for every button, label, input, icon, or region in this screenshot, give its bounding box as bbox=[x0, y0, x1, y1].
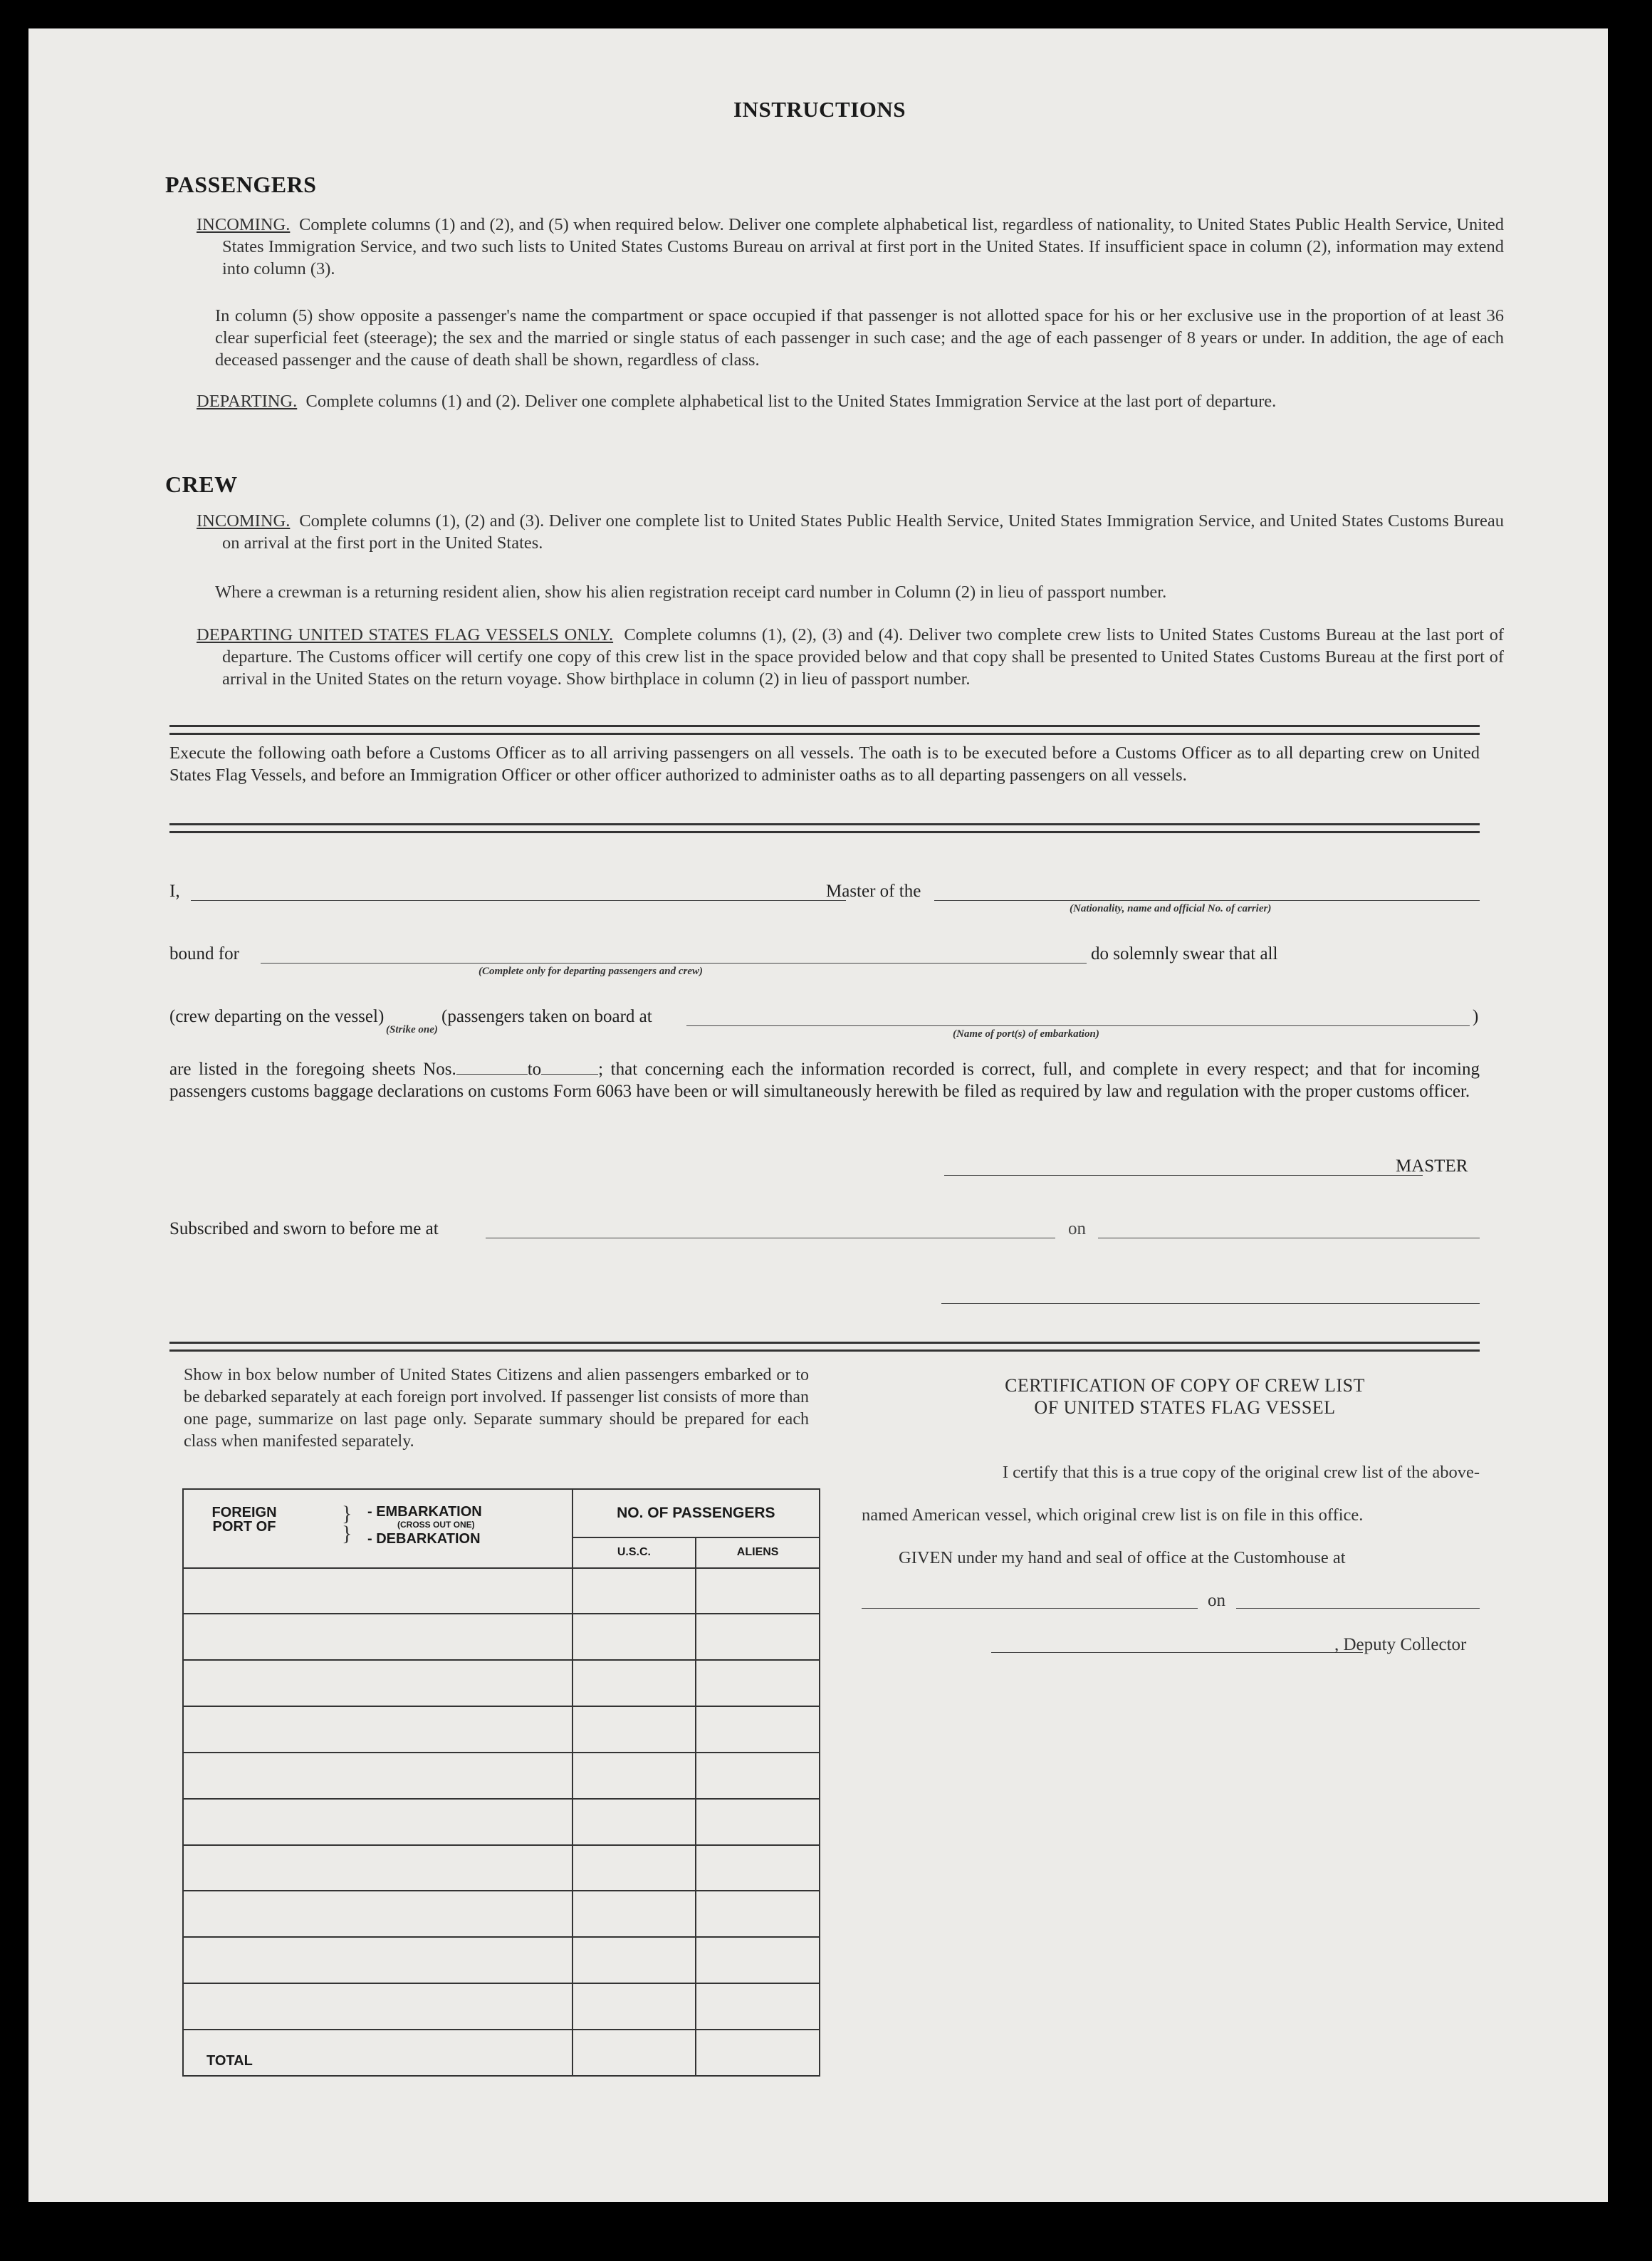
passengers-departing-label: DEPARTING. bbox=[197, 392, 298, 411]
crew-departing-label: DEPARTING UNITED STATES FLAG VESSELS ONLY. bbox=[197, 625, 614, 644]
divider-double bbox=[169, 823, 1480, 833]
table-row bbox=[183, 1799, 820, 1845]
certification-title-line2: OF UNITED STATES FLAG VESSEL bbox=[1034, 1397, 1336, 1418]
passengers-departing-paragraph bbox=[197, 390, 1504, 412]
master-signature-field[interactable] bbox=[944, 1175, 1423, 1176]
subscribed-on-label: on bbox=[1068, 1219, 1086, 1238]
usc-header: U.S.C. bbox=[573, 1537, 696, 1568]
crew-resident-paragraph: Where a crewman is a returning resident alien, show his alien registration receipt card number in Column (2) in lieu of passport number. bbox=[215, 583, 1167, 602]
subscribed-label: Subscribed and sworn to before me at bbox=[169, 1219, 439, 1238]
oath-i-label: I, bbox=[169, 882, 180, 901]
passengers-taken-option: (passengers taken on board at bbox=[441, 1007, 652, 1026]
usc-cell[interactable] bbox=[573, 1799, 696, 1845]
crew-incoming-text: Complete columns (1), (2) and (3). Deliver one complete list to United States Public Health Service, United States Immigration Service, and United States Customs Bureau on arrival at the first port in the United States. bbox=[222, 511, 1504, 553]
sheet-from-field[interactable] bbox=[456, 1060, 528, 1075]
divider-double bbox=[169, 725, 1480, 735]
divider-double bbox=[169, 1342, 1480, 1352]
execute-oath-paragraph: Execute the following oath before a Customs Officer as to all arriving passengers on all vessels. The oath is to be executed before a Customs Officer as to all departing crew on United States Flag Vessels, and before an Immigration Officer or other officer authorized to administer oaths as to all departing passengers on all vessels. bbox=[169, 743, 1480, 785]
port-cell[interactable] bbox=[183, 1568, 573, 1614]
crew-heading: CREW bbox=[165, 471, 238, 497]
aliens-total-cell[interactable] bbox=[696, 2030, 820, 2076]
aliens-cell[interactable] bbox=[696, 1799, 820, 1845]
passenger-summary-table bbox=[182, 1488, 820, 2077]
vessel-nationality-field[interactable] bbox=[934, 900, 1480, 901]
certification-on-label: on bbox=[1208, 1591, 1225, 1610]
certify-line2: named American vessel, which original crew list is on file in this office. bbox=[862, 1505, 1364, 1525]
master-name-field[interactable] bbox=[191, 900, 846, 901]
nationality-caption: (Nationality, name and official No. of carrier) bbox=[1070, 903, 1272, 914]
passengers-departing-text: Complete columns (1) and (2). Deliver one complete alphabetical list to the United States Immigration Service at the last port of departure. bbox=[305, 392, 1277, 411]
port-cell[interactable] bbox=[183, 1799, 573, 1845]
deputy-collector-signature-field[interactable] bbox=[991, 1652, 1363, 1653]
aliens-cell[interactable] bbox=[696, 1753, 820, 1799]
to-label: to bbox=[527, 1060, 542, 1079]
usc-cell[interactable] bbox=[573, 1845, 696, 1891]
foreign-port-of-label: FOREIGN PORT OF bbox=[211, 1505, 277, 1535]
listed-prefix: are listed in the foregoing sheets Nos. bbox=[169, 1060, 456, 1079]
total-label: TOTAL bbox=[183, 2030, 573, 2076]
port-cell[interactable] bbox=[183, 1660, 573, 1706]
summary-instructions: Show in box below number of United States Citizens and alien passengers embarked or to be debarked separately at each foreign port involved. If passenger list consists of more than one page, summarize on last page only. Separate summary should be prepared for each class when manifested separately. bbox=[184, 1366, 809, 1451]
certification-title bbox=[890, 1374, 1480, 1419]
crew-departing-text: Complete columns (1), (2), (3) and (4). Deliver two complete crew lists to United States Customs Bureau at the last port of departure. The Customs officer will certify one copy of this crew list in the space provided below and that copy shall be presented to United States Customs Bureau at the first port of arrival in the United States on the return voyage. Show birthplace in column (2) in lieu of passport number. bbox=[222, 625, 1504, 689]
sheet-to-field[interactable] bbox=[541, 1060, 598, 1075]
ports-of-embarkation-field[interactable] bbox=[686, 1025, 1470, 1026]
total-row bbox=[183, 2030, 820, 2076]
port-cell[interactable] bbox=[183, 1983, 573, 2030]
officer-signature-field[interactable] bbox=[941, 1303, 1480, 1304]
certification-date-field[interactable] bbox=[1236, 1608, 1480, 1609]
brace-icon: } } bbox=[342, 1502, 352, 1545]
aliens-cell[interactable] bbox=[696, 1845, 820, 1891]
table-row bbox=[183, 1614, 820, 1660]
aliens-header: ALIENS bbox=[696, 1537, 820, 1568]
aliens-cell[interactable] bbox=[696, 1614, 820, 1660]
page-title: INSTRUCTIONS bbox=[733, 97, 906, 122]
passengers-column5-paragraph: In column (5) show opposite a passenger's name the compartment or space occupied if that passenger is not allotted space for his or her exclusive use in the proportion of at least 36 clear superficial feet (steerage); the sex and the married or single status of each passenger in such case; and the age of each passenger of 8 years or under. In addition, the age of each deceased passenger and the cause of death shall be shown, regardless of class. bbox=[215, 306, 1504, 370]
passengers-heading: PASSENGERS bbox=[165, 172, 317, 197]
crew-departing-paragraph bbox=[197, 624, 1504, 690]
ports-caption: (Name of port(s) of embarkation) bbox=[953, 1028, 1099, 1040]
usc-cell[interactable] bbox=[573, 1983, 696, 2030]
strike-one-caption: (Strike one) bbox=[386, 1024, 438, 1035]
port-cell[interactable] bbox=[183, 1845, 573, 1891]
aliens-cell[interactable] bbox=[696, 1937, 820, 1983]
aliens-cell[interactable] bbox=[696, 1706, 820, 1753]
close-paren: ) bbox=[1473, 1007, 1479, 1026]
listed-paragraph bbox=[169, 1058, 1480, 1102]
port-cell[interactable] bbox=[183, 1937, 573, 1983]
certify-line1: I certify that this is a true copy of the original crew list of the above- bbox=[1002, 1463, 1480, 1482]
embarkation-label: - EMBARKATION bbox=[367, 1504, 482, 1520]
cross-out-one-label: (CROSS OUT ONE) bbox=[397, 1520, 475, 1530]
listed-rest: ; that concerning each the information recorded is correct, full, and complete in every respect; and that for incoming passengers customs baggage declarations on customs Form 6063 have been or will simultaneously herewith be filed as required by law and regulation with the proper customs officer. bbox=[169, 1060, 1480, 1101]
bound-for-field[interactable] bbox=[261, 963, 1087, 964]
usc-cell[interactable] bbox=[573, 1614, 696, 1660]
bound-caption: (Complete only for departing passengers and crew) bbox=[479, 966, 703, 977]
crew-incoming-paragraph bbox=[197, 510, 1504, 554]
deputy-collector-label: , Deputy Collector bbox=[1334, 1635, 1467, 1654]
passengers-incoming-paragraph bbox=[197, 214, 1504, 280]
passengers-incoming-label: INCOMING. bbox=[197, 215, 291, 234]
usc-cell[interactable] bbox=[573, 1660, 696, 1706]
crew-departing-option: (crew departing on the vessel) bbox=[169, 1007, 385, 1026]
swear-label: do solemnly swear that all bbox=[1091, 944, 1278, 964]
crew-incoming-label: INCOMING. bbox=[197, 511, 291, 531]
passengers-incoming-text: Complete columns (1) and (2), and (5) when required below. Deliver one complete alphabetical list, regardless of nationality, to United States Public Health Service, United States Immigration Service, and two such lists to United States Customs Bureau on arrival at first port in the United States. If insufficient space in column (2), information may extend into column (3). bbox=[222, 215, 1505, 278]
master-label: MASTER bbox=[1396, 1156, 1468, 1176]
customhouse-field[interactable] bbox=[862, 1608, 1198, 1609]
port-cell[interactable] bbox=[183, 1706, 573, 1753]
table-row bbox=[183, 1937, 820, 1983]
certification-title-line1: CERTIFICATION OF COPY OF CREW LIST bbox=[1005, 1375, 1365, 1396]
usc-cell[interactable] bbox=[573, 1937, 696, 1983]
table-row bbox=[183, 1983, 820, 2030]
usc-cell[interactable] bbox=[573, 1753, 696, 1799]
table-row bbox=[183, 1891, 820, 1937]
aliens-cell[interactable] bbox=[696, 1891, 820, 1937]
port-cell[interactable] bbox=[183, 1891, 573, 1937]
table-row bbox=[183, 1753, 820, 1799]
usc-cell[interactable] bbox=[573, 1568, 696, 1614]
table-row bbox=[183, 1660, 820, 1706]
master-of-label: Master of the bbox=[826, 882, 921, 901]
table-row bbox=[183, 1568, 820, 1614]
port-cell[interactable] bbox=[183, 1614, 573, 1660]
table-row bbox=[183, 1845, 820, 1891]
aliens-cell[interactable] bbox=[696, 1660, 820, 1706]
debarkation-label: - DEBARKATION bbox=[367, 1531, 481, 1547]
given-line: GIVEN under my hand and seal of office at the Customhouse at bbox=[899, 1548, 1346, 1567]
usc-total-cell[interactable] bbox=[573, 2030, 696, 2076]
port-cell[interactable] bbox=[183, 1753, 573, 1799]
no-of-passengers-header: NO. OF PASSENGERS bbox=[573, 1489, 820, 1537]
usc-cell[interactable] bbox=[573, 1706, 696, 1753]
bound-for-label: bound for bbox=[169, 944, 239, 964]
usc-cell[interactable] bbox=[573, 1891, 696, 1937]
aliens-cell[interactable] bbox=[696, 1983, 820, 2030]
form-page bbox=[28, 28, 1608, 2202]
aliens-cell[interactable] bbox=[696, 1568, 820, 1614]
port-header-cell bbox=[183, 1489, 573, 1568]
table-row bbox=[183, 1706, 820, 1753]
